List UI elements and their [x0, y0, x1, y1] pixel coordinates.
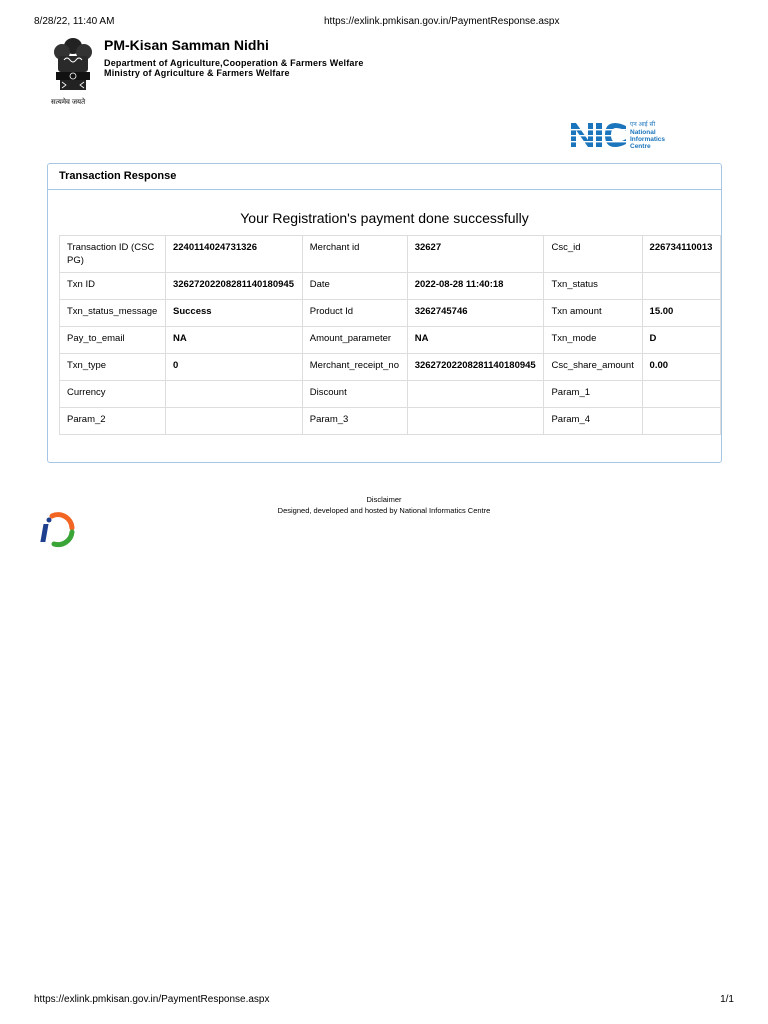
table-label-cell: Amount_parameter [302, 327, 407, 354]
table-value-cell: 2240114024731326 [165, 236, 302, 273]
table-value-cell [407, 381, 544, 408]
transaction-response-panel [47, 163, 722, 463]
table-value-cell: 32627 [407, 236, 544, 273]
table-label-cell: Merchant id [302, 236, 407, 273]
table-label-cell: Txn_status_message [60, 300, 166, 327]
table-label-cell: Csc_share_amount [544, 354, 642, 381]
table-value-cell: NA [165, 327, 302, 354]
nic-line2: Informatics [630, 136, 666, 143]
table-label-cell: Csc_id [544, 236, 642, 273]
print-timestamp: 8/28/22, 11:40 AM [34, 16, 115, 27]
table-row [60, 408, 721, 435]
table-label-cell: Param_4 [544, 408, 642, 435]
table-label-cell: Txn amount [544, 300, 642, 327]
table-value-cell: D [642, 327, 720, 354]
table-label-cell: Param_2 [60, 408, 166, 435]
table-value-cell: 226734110013 [642, 236, 720, 273]
table-label-cell: Param_3 [302, 408, 407, 435]
table-value-cell: 3262745746 [407, 300, 544, 327]
table-label-cell: Currency [60, 381, 166, 408]
table-label-cell: Txn_status [544, 273, 642, 300]
table-value-cell [165, 381, 302, 408]
department-line: Department of Agriculture,Cooperation & Farmers Welfare [104, 58, 364, 68]
table-label-cell: Txn_mode [544, 327, 642, 354]
department-name [104, 58, 364, 78]
table-value-cell: Success [165, 300, 302, 327]
table-row [60, 327, 721, 354]
digital-india-logo [38, 510, 76, 548]
table-row [60, 236, 721, 273]
ministry-line: Ministry of Agriculture & Farmers Welfare [104, 68, 290, 78]
table-label-cell: Transaction ID (CSC PG) [60, 236, 166, 273]
emblem-motto: सत्यमेव जयते [51, 99, 86, 106]
table-label-cell: Merchant_receipt_no [302, 354, 407, 381]
table-row [60, 300, 721, 327]
table-label-cell: Txn_type [60, 354, 166, 381]
table-value-cell: 0 [165, 354, 302, 381]
table-label-cell: Param_1 [544, 381, 642, 408]
table-value-cell: 15.00 [642, 300, 720, 327]
table-label-cell: Pay_to_email [60, 327, 166, 354]
table-label-cell: Txn ID [60, 273, 166, 300]
table-row [60, 273, 721, 300]
success-message: Your Registration's payment done successfully [240, 210, 529, 226]
nic-hindi: एन आई सी [630, 121, 656, 128]
designed-by-text: Designed, developed and hosted by National Informatics Centre [277, 506, 491, 515]
table-value-cell [642, 408, 720, 435]
print-footer [34, 994, 734, 1008]
table-value-cell [642, 273, 720, 300]
table-label-cell: Discount [302, 381, 407, 408]
nic-line1: National [630, 129, 656, 136]
site-title: PM-Kisan Samman Nidhi [104, 37, 269, 53]
transaction-table [59, 235, 721, 435]
table-label-cell: Product Id [302, 300, 407, 327]
print-footer-url: https://exlink.pmkisan.gov.in/PaymentResponse.aspx [34, 994, 270, 1005]
table-value-cell: 32627202208281140180945 [165, 273, 302, 300]
table-value-cell: 32627202208281140180945 [407, 354, 544, 381]
table-value-cell [165, 408, 302, 435]
print-url: https://exlink.pmkisan.gov.in/PaymentResponse.aspx [324, 16, 560, 27]
table-row [60, 381, 721, 408]
print-header [34, 16, 734, 30]
table-value-cell [642, 381, 720, 408]
nic-line3: Centre [630, 143, 651, 150]
table-value-cell: 0.00 [642, 354, 720, 381]
table-value-cell: NA [407, 327, 544, 354]
nic-logo [570, 120, 674, 150]
table-row [60, 354, 721, 381]
table-value-cell [407, 408, 544, 435]
panel-heading: Transaction Response [48, 164, 721, 190]
disclaimer-link[interactable]: Disclaimer [366, 495, 402, 504]
table-value-cell: 2022-08-28 11:40:18 [407, 273, 544, 300]
page-number: 1/1 [720, 994, 734, 1005]
table-label-cell: Date [302, 273, 407, 300]
